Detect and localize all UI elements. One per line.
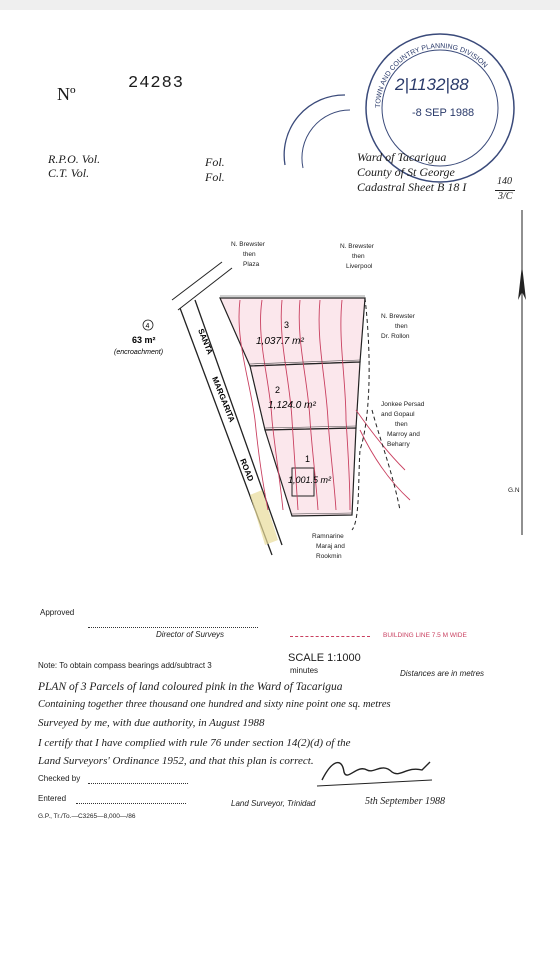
compass-note: Note: To obtain compass bearings add/subtract 3 <box>38 661 212 670</box>
sheet-ref-denominator: 3/C <box>498 191 513 202</box>
approval-dotted-line <box>88 627 258 628</box>
entered-label: Entered <box>38 794 67 803</box>
parcel-area-3: 1,001.5 m² <box>288 475 332 485</box>
county-text: County of St George <box>357 165 455 179</box>
lot-number-3: 3 <box>284 320 290 330</box>
stamp-date: -8 SEP 1988 <box>412 107 475 119</box>
folio-label-1: Fol. <box>205 155 225 169</box>
neighbor-top-right: N. Brewster then Liverpool <box>340 243 374 270</box>
neighbor-top-left: N. Brewster then Plaza <box>231 241 265 268</box>
plan-number: 24283 <box>128 74 185 93</box>
parcel-area-1: 1,037.7 m² <box>256 336 304 347</box>
encroachment-label: (encroachment) <box>114 349 164 356</box>
scale-label: SCALE 1:1000 <box>288 652 361 664</box>
survey-plan-drawing <box>0 230 560 560</box>
partial-stamp <box>265 90 355 170</box>
folio-label-2: Fol. <box>205 170 225 184</box>
plan-description-4: I certify that I have complied with rule 76 under section 14(2)(d) of the <box>38 737 351 749</box>
surveyor-signature <box>312 752 442 792</box>
print-code: G.P., Tr./To.—C3265—8,000—/86 <box>38 813 136 820</box>
parcel-area-2: 1,124.0 m² <box>268 400 316 411</box>
director-label: Director of Surveys <box>156 630 225 639</box>
building-line-label: BUILDING LINE 7.5 M WIDE <box>383 632 467 639</box>
building-line-key <box>290 636 370 637</box>
lot-number-2: 2 <box>275 385 281 395</box>
checked-by-label: Checked by <box>38 774 81 783</box>
road-word-santa: SANTA <box>196 327 215 356</box>
neighbor-right-2: Jonkee Persad and Gopaul then Marroy and Beharry <box>381 401 425 448</box>
north-label: G.N <box>508 487 520 494</box>
cadastral-sheet-text: Cadastral Sheet B 18 I <box>357 180 467 194</box>
entered-dotted-line <box>76 803 186 804</box>
top-border <box>0 0 560 10</box>
minutes-label: minutes <box>290 666 319 675</box>
approved-label: Approved <box>40 608 75 617</box>
plan-description-5: Land Surveyors' Ordinance 1952, and that this plan is correct. <box>38 755 314 767</box>
road-word-margarita: MARGARITA <box>210 375 237 424</box>
rpo-volume-label: R.P.O. Vol. <box>48 152 101 166</box>
ct-volume-label: C.T. Vol. <box>48 166 90 180</box>
plan-description-1: PLAN of 3 Parcels of land coloured pink in the Ward of Tacarigua <box>38 681 343 693</box>
road-word-road: ROAD <box>238 457 256 483</box>
encroachment-area: 63 m² <box>132 335 156 345</box>
signature-date: 5th September 1988 <box>365 796 445 807</box>
encroachment-number: 4 <box>145 323 150 330</box>
lot-number-1: 1 <box>305 454 311 464</box>
checked-dotted-line <box>88 783 188 784</box>
neighbor-right-1: N. Brewster then Dr. Rollon <box>381 313 415 340</box>
sheet-ref-numerator: 140 <box>497 176 512 187</box>
neighbor-bottom: Ramnarine Maraj and Rookmin <box>312 533 345 560</box>
number-label: Nº <box>57 84 76 104</box>
stamp-number: 2|1132|88 <box>395 75 469 94</box>
ward-text: Ward of Tacarigua <box>357 150 447 164</box>
plan-description-3: Surveyed by me, with due authority, in August 1988 <box>38 717 265 729</box>
surveyor-label: Land Surveyor, Trinidad <box>231 799 316 808</box>
plan-description-2: Containing together three thousand one hundred and sixty nine point one sq. metres <box>38 699 391 710</box>
distances-label: Distances are in metres <box>400 669 485 678</box>
stamp-ring-text: TOWN AND COUNTRY PLANNING DIVISION <box>374 42 489 109</box>
